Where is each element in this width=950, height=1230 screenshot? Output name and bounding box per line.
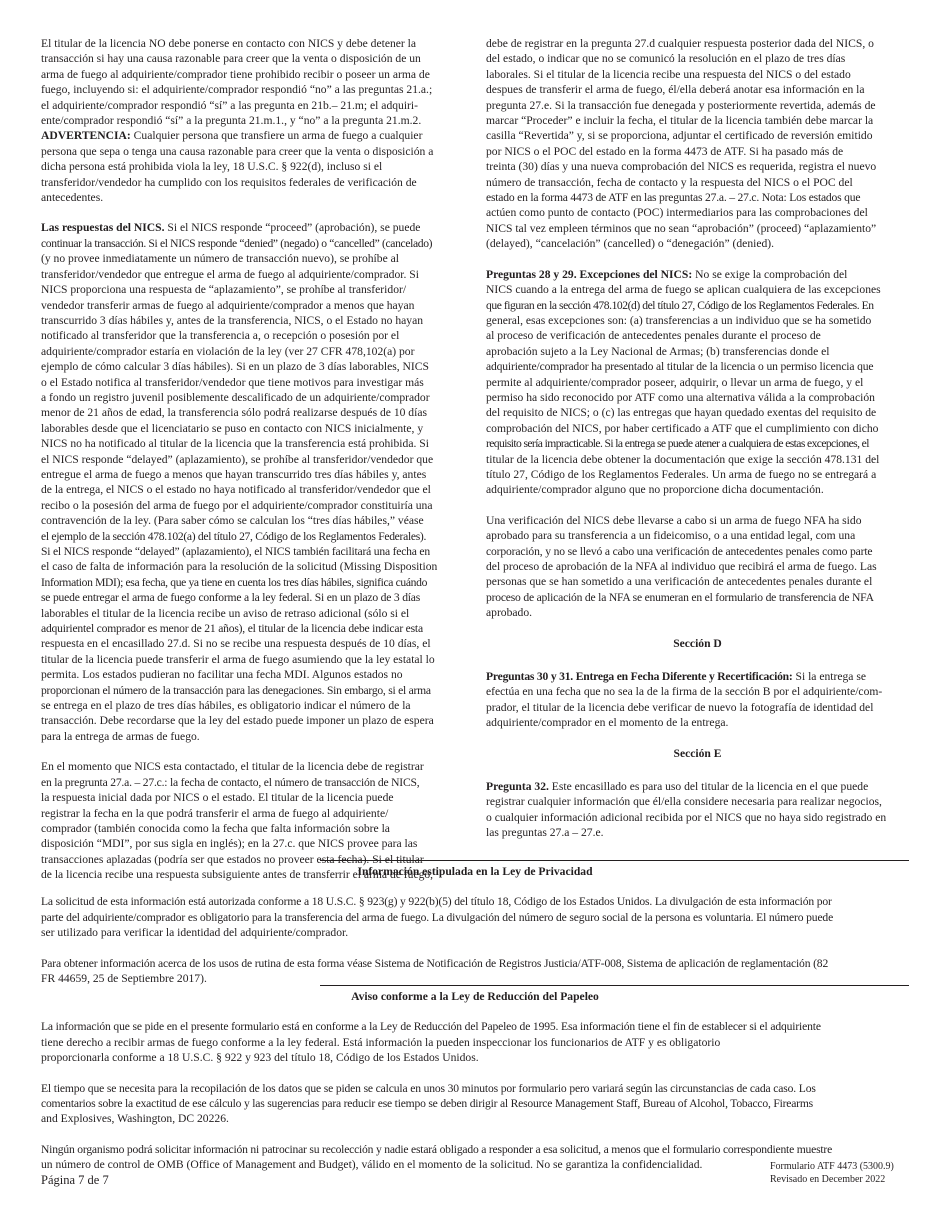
text-line: las preguntas 27.a – 27.e. [486,826,604,840]
text-line: fuego, incluyendo si: el adquiriente/comprador respondió “no” a las preguntas 21.a.; [41,83,433,97]
privacy-section [41,864,909,986]
text-line: a fondo un registro juvenil posiblemente descalificado de un adquiriente/comprador [41,390,430,404]
text-line: No se exige la comprobación del [692,267,848,281]
section-heading-inline: Pregunta 32. [486,780,549,794]
left-column [41,36,464,882]
text-line: arma de fuego al adquiriente/comprador tiene prohibido recibir o poseer un arma de [41,67,430,81]
text-line: marcar “Proceder” e incluir la fecha, el titular de la licencia también debe marcar la [486,114,874,128]
text-line: del requisito de NICS; o (c) las entregas que hayan quedado exentas del requisito de [486,406,877,420]
text-line: el adquiriente/comprador respondió “sí” a las pregunta en 21b.– 21.m; el adquiri- [41,98,419,112]
text-line: aprobación sujeto a la Ley Nacional de Armas; (b) transferencias donde el [486,344,830,358]
text-line: transacciones aplazadas (podría ser que estados no proveer esta fecha). Si el titular [41,852,424,866]
text-line: de la entrega, el NICS o el estado no haya notificado al transferidor/vendedor que el [41,483,431,497]
text-line: se entrega en el plazo de tres días hábiles, es obligatorio indicar el número de la [41,699,411,713]
text-line: proporcionarla conforme a 18 U.S.C. § 922 y 923 del título 18, Código de los Estados Unidos. [41,1051,479,1065]
form-id: Formulario ATF 4473 (5300.9) [770,1161,894,1172]
text-line: Cualquier persona que transfiere un arma de fuego a cualquier [130,129,423,143]
text-line: un número de control de OMB (Office of Management and Budget), válido en el momento de la solicitud. No se garantiza la confidencialidad. [41,1158,703,1172]
text-line: comprador (también conocida como la fecha que falta información sobre la [41,821,390,835]
text-line: vendedor transferir armas de fuego al adquiriente/comprador a menos que hayan [41,298,415,312]
text-line: laborables desde que el licenciatario se puso en contacto con NICS inicialmente, y [41,421,424,435]
text-line: comprobación del NICS, por haber certificado a ATF que el cumplimiento con dicho [486,421,879,435]
text-line: Este encasillado es para uso del titular de la licencia en el que puede [548,780,869,794]
text-line: and Explosives, Washington, DC 20226. [41,1112,229,1126]
page-number: Página 7 de 7 [41,1173,109,1187]
text-line: del proceso de aprobación de la NFA al individuo que recibirá el arma de fuego. Las [486,560,877,573]
section-divider [320,860,909,861]
text-line: transacción si hay una causa razonable para creer que la venta o disposición de un [41,52,421,66]
section-heading-inline: Preguntas 28 y 29. Excepciones del NICS: [486,267,693,281]
text-line: NICS tal vez empleen términos que no sean “aprobación” (proceed) “aplazamiento” [486,221,877,235]
paperwork-paragraph-1 [41,1019,909,1065]
text-line: En el momento que NICS esta contactado, el titular de la licencia debe de registrar [41,760,424,774]
text-line: entregue el arma de fuego a menos que hayan transcurrido tres días hábiles y, antes [41,467,427,481]
text-line: laborables el titular de la licencia recibe un aviso de retraso adicional (sólo si el [41,606,410,620]
text-line: debe de registrar en la pregunta 27.d cualquier respuesta posterior dada del NICS, o [486,37,874,50]
text-line: adquiriente/comprador alguno que no proporcione dicha documentación. [486,483,824,497]
text-line: persona que sepa o tenga una causa razonable para creer que la venta o disposición a [41,144,434,158]
text-line: proceso de aplicación de la NFA se enumeran en el formulario de transferencia de NFA [486,590,874,604]
text-line: dicha persona está prohibida viola la ley, 18 U.S.C. § 922(d), incluso si el [41,160,383,174]
text-line: El tiempo que se necesita para la recopilación de los datos que se piden se calcula en unos 30 minutos por formulario pero variará según las circunstancias de cada caso. Los [41,1081,816,1095]
text-line: titular de la licencia puede transferir el arma de fuego asumiendo que la ley estatal lo [41,652,435,666]
text-line: registrar cualquier información que él/ella considere necesaria para realizar negocios, [486,795,882,809]
text-line: registrar la fecha en la que podrá transferir el arma de fuego al adquiriente/ [41,806,389,820]
section-divider [320,985,909,986]
text-line: notificado al transferidor que la transferencia a, o recepción o posesión por el [41,329,400,343]
text-line: adquiriente/comprador estaría en violación de la ley (ver 27 CFR 478,102(a) por [41,344,415,358]
text-line: respuesta en el encasillado 27.d. Si no se recibe una respuesta después de 10 días, el [41,637,431,651]
section-d-heading: Sección D [673,636,722,650]
paperwork-title: Aviso conforme a la Ley de Reducción del Papeleo [351,990,599,1003]
text-line: Para obtener información acerca de los usos de rutina de esta forma véase Sistema de Notificación de Registros Justicia/ATF-008, Sistema de aplicación de reglamentación (82 [41,956,829,970]
text-line: permiso ha sido reconocido por ATF como una alternativa válida a la comprobación [486,390,875,404]
text-line: contravención de la ley. (Para saber cómo se calculan los “tres días hábiles,” véase [41,514,424,528]
paragraph-nics-exceptions [486,267,909,498]
text-line: (delayed), “cancelación” (cancelled) o “denegación” (denied). [486,237,775,251]
text-line: se puede entregar el arma de fuego conforme a la ley federal. Si en un plazo de 3 días [41,591,421,605]
text-line: La solicitud de esta información está autorizada conforme a 18 U.S.C. § 923(g) y 922(b)(5) del título 18, Código de los Estados Unidos. La divulgación de esta información por [41,895,832,909]
text-line: transacción. Debe recordarse que la ley del estado puede imponer un plazo de espera [41,714,434,728]
text-line: efectúa en una fecha que no sea la de la firma de la sección B por el adquiriente/com- [486,685,883,699]
text-line: aprobado para su transferencia a un fideicomiso, o a una entidad legal, com una [486,529,856,543]
text-line: en la pregrunta 27.a. – 27.c.: la fecha de contacto, el número de transacción de NICS, [41,775,420,789]
text-line: para la entrega de armas de fuego. [41,729,200,743]
text-line: la respuesta inicial dada por NICS o el estado. El titular de la licencia puede [41,791,394,805]
text-line: título 27, Código de los Reglamentos Federales. Un arma de fuego no se entregará a [486,467,877,481]
privacy-title: Información estipulada en la Ley de Privacidad [357,865,593,878]
text-line: laborales. Si el titular de la licencia recibe una respuesta del NICS o del estado [486,67,851,81]
text-line: NICS no ha notificado al titular de la licencia que la transferencia está prohibida. Si [41,437,429,451]
text-line: Ningún organismo podrá solicitar información ni patrocinar su recolección y nadie estará obligado a responder a esa solicitud, a menos que el formulario correspondiente muestre [41,1142,833,1156]
text-line: Si el NICS responde “delayed” (aplazamiento), el NICS también facilitará una fecha en [41,545,430,558]
text-line: menor de 21 años de edad, la transferencia sólo podrá realizarse después de 10 días [41,406,427,420]
text-line: general, esas excepciones son: (a) transferencias a un individuo que se ha sometido [486,313,872,327]
text-line: el ejemplo de la sección 478.102(a) del título 27, Código de los Reglamentos Federales). [41,529,427,543]
text-line: Si el NICS responde “proceed” (aprobación), se puede [164,221,421,235]
text-line: el caso de falta de información para la resolución de la solicitud (Missing Disposition [41,560,438,574]
paperwork-paragraph-2 [41,1081,909,1127]
text-line: La información que se pide en el presente formulario está en conforme a la Ley de Reducción del Papeleo de 1995. Esa información tiene el fin de establecer si el adquiriente [41,1020,821,1034]
text-line: adquiriente/comprador en el momento de la entrega. [486,716,729,730]
text-line: despues de transferir el arma de fuego, él/ella deberá anotar esa información en la [486,83,865,97]
paragraph-subsequent-response [486,36,909,252]
text-line: adquirientel comprador es menor de 21 años), el titular de la licencia debe indicar esta [41,622,423,636]
text-line: Si la entrega se [792,670,867,684]
right-column [486,36,909,858]
text-line: permita. Los estados pudieran no facilitar una fecha MDI. Algunos estados no [41,668,403,682]
text-line: continuar la transacción. Si el NICS responde “denied” (negado) o “cancelled” (cancelado) [41,236,433,250]
text-line: ente/comprador respondió “sí” a la pregunta 21.m.1., y “no” a la pregunta 21.m.2. [41,114,422,128]
text-line: del estado, o indicar que no se comunicó la resolución en el plazo de tres días [486,52,846,66]
text-line: número de transacción, fecha de contacto y la respuesta del NICS o el POC del [486,175,853,189]
text-line: proporcionan el número de la transacción para las denegaciones. Sin embargo, si el arma [41,683,431,697]
text-line: casilla “Revertida” y, si se proporciona, adjuntar el certificado de reversión emitido [486,129,873,143]
paragraph-question-32 [486,779,909,841]
section-heading-inline: Las respuestas del NICS. [41,221,165,235]
text-line: Information MDI); esa fecha, que ya tiene en cuenta los tres días hábiles, significa cuándo [41,575,428,589]
text-line: NICS cuando a la entrega del arma de fuego se aplican cualquiera de las excepciones [486,283,881,297]
text-line: actúen como punto de contacto (POC) intermediarios para las comprobaciones del [486,206,868,220]
text-line: aprobado. [486,606,533,620]
text-line: requisito sería impracticable. Si la entrega se puede atener a cualquiera de estas excepciones, el [486,437,869,451]
paragraph-nics-responses [41,220,464,744]
text-line: transcurrido 3 días hábiles y, antes de la transferencia, NICS, o el Estado no hayan [41,313,424,327]
text-line: por NICS o el POC del estado en la forma 4473 de ATF. Si ha pasado más de [486,144,844,158]
paragraph-no-contact-nics [41,36,464,205]
text-line: (y no provee inmediatamente un número de transacción nuevo), se prohíbe al [41,252,399,266]
paragraph-nfa-verification [486,513,909,621]
text-line: personas que se han sometido a una verificación de antecedentes penales durante el [486,575,873,589]
section-e-heading: Sección E [673,746,722,760]
form-revision: Revisado en December 2022 [770,1174,886,1185]
text-line: ejemplo de cómo calcular 3 días hábiles). Si en un plazo de 3 días laborables, NICS [41,360,429,374]
text-line: o cualquier información adicional recibida por el NICS que no haya sido registrado en [486,810,887,824]
text-line: El titular de la licencia NO debe ponerse en contacto con NICS y debe detener la [41,37,417,50]
text-line: Una verificación del NICS debe llevarse a cabo si un arma de fuego NFA ha sido [486,513,862,527]
text-line: pregunta 27.e. Si la transacción fue denegada y posteriormente revertida, además de [486,98,876,112]
privacy-paragraph-2 [41,956,909,987]
text-line: treinta (30) días y una nueva comprobación del NICS es requerida, registra el nuevo [486,160,877,174]
warning-label: ADVERTENCIA: [41,129,131,143]
privacy-paragraph-1 [41,894,909,940]
text-line: antecedentes. [41,191,104,205]
text-line: ser utilizado para verificar la identidad del adquiriente/comprador. [41,926,349,940]
text-line: transferidor/vendedor que entregue el arma de fuego al adquiriente/comprador. Si [41,267,419,281]
text-line: NICS proporciona una respuesta de “aplazamiento”, se prohíbe al transferidor/ [41,283,407,297]
paragraph-questions-30-31 [486,669,909,731]
text-line: al proceso de verificación de antecedentes penales durante el proceso de [486,329,821,343]
paperwork-section [41,989,909,1173]
text-line: estado en la forma 4473 de ATF en las preguntas 27.a. – 27.c. Nota: Los estados que [486,191,861,205]
text-line: titular de la licencia debe obtener la documentación que exige la sección 478.131 del [486,452,880,466]
text-line: transferidor/vendedor ha cumplido con los requisitos federales de verificación de [41,175,417,189]
section-heading-inline: Preguntas 30 y 31. Entrega en Fecha Diferente y Recertificación: [486,670,793,684]
text-line: el NICS responde “delayed” (aplazamiento), se prohíbe al transferidor/vendedor que [41,452,434,466]
form-identifier [770,1160,894,1186]
text-line: comentarios sobre la exactitud de ese cálculo y las sugerencias para reducir ese tiempo se deben dirigir al Resource Management Staff, Bureau of Alcohol, Tobacco, Firearms [41,1097,813,1111]
text-line: permite al adquiriente/comprador poseer, adquirir, o llevar un arma de fuego, y el [486,375,864,389]
text-line: FR 44659, 25 de Septiembre 2017). [41,972,207,986]
text-line: tiene derecho a recibir armas de fuego conforme a la ley federal. Está información la pueden inspeccionar los funcionarios de ATF y es obligatorio [41,1035,721,1049]
text-line: que figuran en la sección 478.102(d) del título 27, Código de los Reglamentos Federales. En [486,298,874,312]
text-line: o el Estado notifica al transferidor/vendedor que tiene motivos para investigar más [41,375,424,389]
text-line: parte del adquiriente/comprador es obligatorio para la transferencia del arma de fuego. La divulgación del número de seguro social de la persona es voluntaria. El número puede [41,910,834,924]
text-line: de la licencia recibe una respuesta subsiguiente antes de transferrir el arma de fuego, [41,868,434,882]
text-line: prador, el titular de la licencia debe verificar de nuevo la fotografía de identidad del [486,700,874,714]
text-line: adquiriente/comprador ha presentado al titular de la licencia o un permiso licencia que [486,360,874,374]
text-line: disposición “MDI”, por sus sigla en inglés); en la 27.c. que NICS provee para las [41,837,418,851]
text-line: corporación, y no se llevó a cabo una verificación de antecedentes penales como parte [486,544,873,558]
text-line: recibo o la posesión del arma de fuego por el adquiriente/comprador constituiría una [41,498,433,512]
